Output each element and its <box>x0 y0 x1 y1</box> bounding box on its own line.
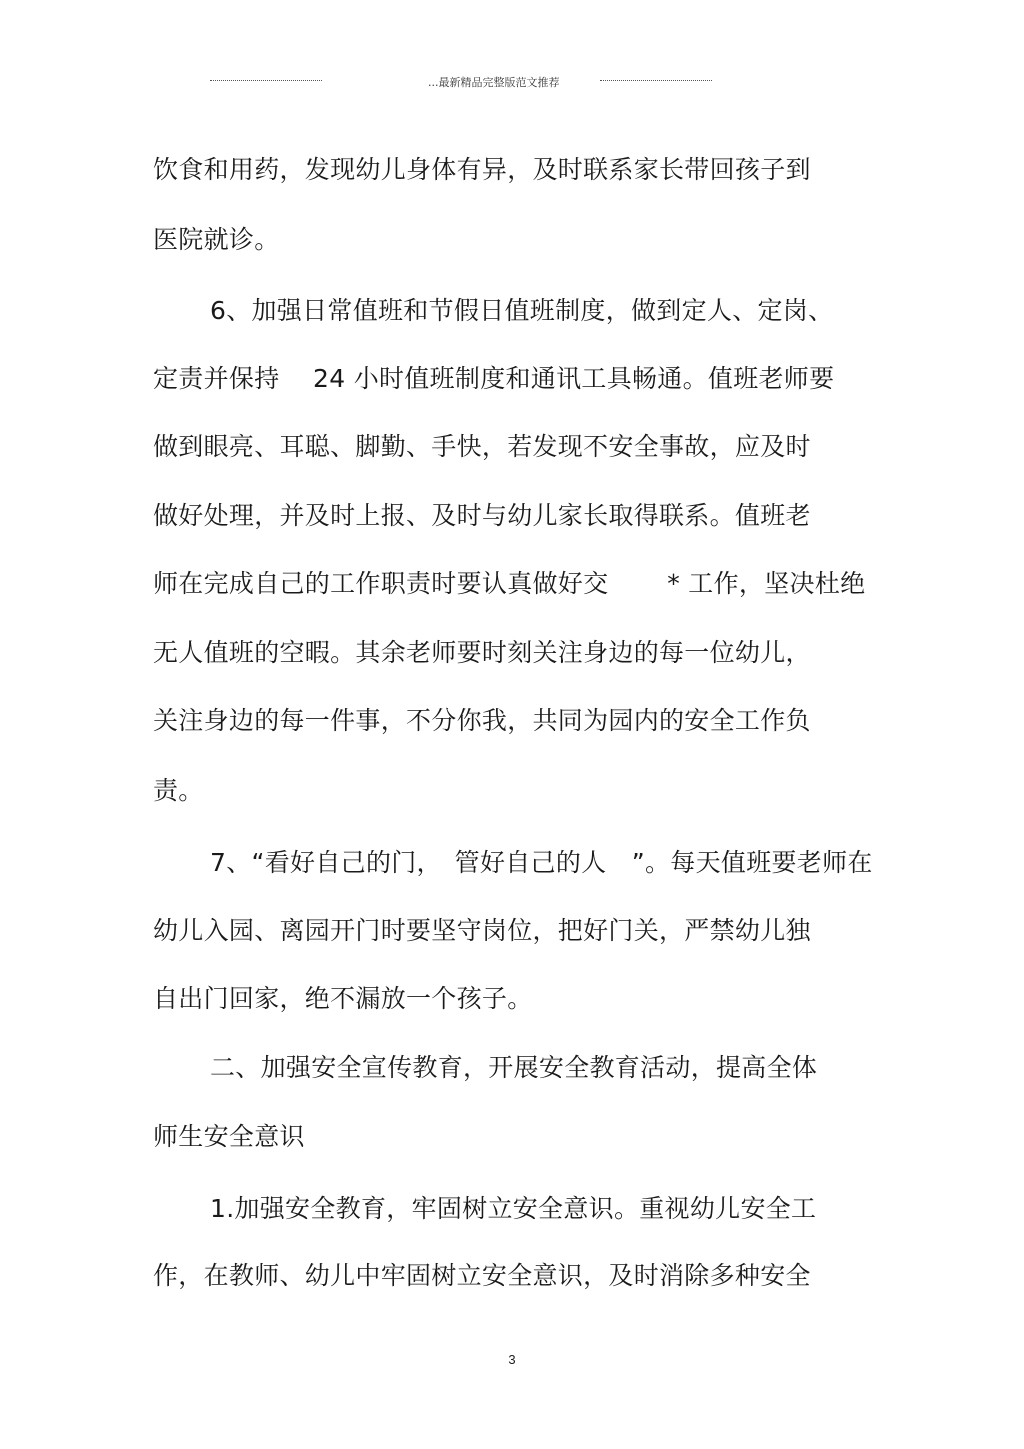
text-line: 无人值班的空暇。其余老师要时刻关注身边的每一位幼儿， <box>153 638 811 667</box>
header-text: ...最新精品完整版范文推荐 <box>428 76 560 89</box>
text-line: 关注身边的每一件事，不分你我，共同为园内的安全工作负 <box>153 706 811 735</box>
header-dotted-line-right <box>600 80 712 81</box>
text-line: 师在完成自己的工作职责时要认真做好交 * 工作，坚决杜绝 <box>153 569 866 598</box>
header-dotted-line-left <box>210 80 322 81</box>
text-line: 医院就诊。 <box>153 225 280 254</box>
text-line: 定责并保持 24 小时值班制度和通讯工具畅通。值班老师要 <box>153 364 835 393</box>
text-line: 师生安全意识 <box>153 1122 305 1151</box>
text-line: 二、加强安全宣传教育，开展安全教育活动，提高全体 <box>210 1053 818 1082</box>
text-line: 1.加强安全教育，牢固树立安全意识。重视幼儿安全工 <box>210 1194 817 1223</box>
page-header <box>0 74 1024 94</box>
text-line: 做好处理，并及时上报、及时与幼儿家长取得联系。值班老 <box>153 501 811 530</box>
text-line: 作，在教师、幼儿中牢固树立安全意识，及时消除多种安全 <box>153 1261 811 1290</box>
text-line: 幼儿入园、离园开门时要坚守岗位，把好门关，严禁幼儿独 <box>153 916 811 945</box>
text-line: 责。 <box>153 776 204 805</box>
text-line: 6、加强日常值班和节假日值班制度，做到定人、定岗、 <box>210 296 834 325</box>
text-line: 7、“看好自己的门， 管好自己的人 ”。每天值班要老师在 <box>210 848 873 877</box>
text-line: 饮食和用药，发现幼儿身体有异，及时联系家长带回孩子到 <box>153 155 811 184</box>
text-line: 做到眼亮、耳聪、脚勤、手快，若发现不安全事故，应及时 <box>153 432 811 461</box>
page-number: 3 <box>508 1352 516 1367</box>
text-line: 自出门回家，绝不漏放一个孩子。 <box>153 984 533 1013</box>
